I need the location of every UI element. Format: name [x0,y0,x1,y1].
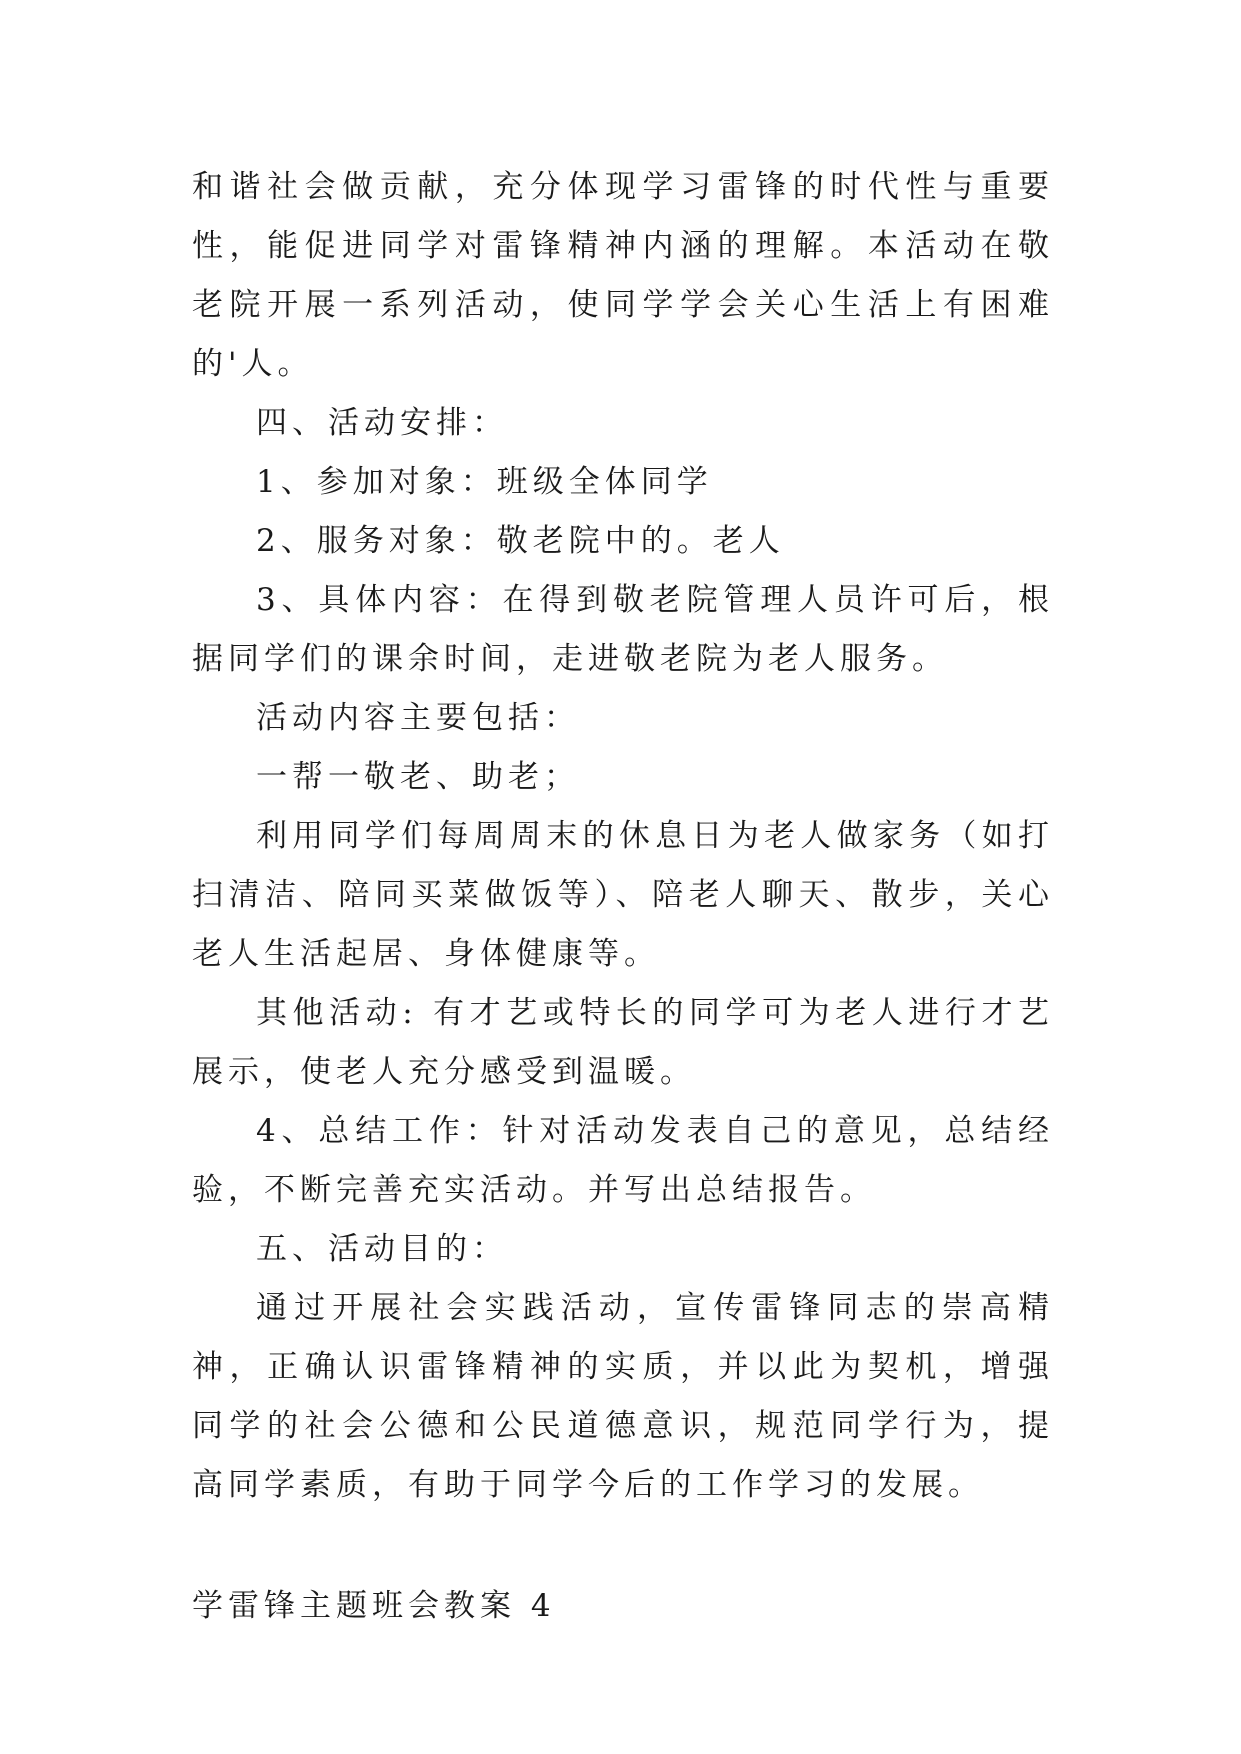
paragraph-weekend-chores: 利用同学们每周周末的休息日为老人做家务（如打扫清洁、陪同买菜做饭等）、陪老人聊天、散步，关心老人生活起居、身体健康等。 [192,818,1054,972]
paragraph-intro: 和谐社会做贡献，充分体现学习雷锋的时代性与重要性，能促进同学对雷锋精神内涵的理解。本活动在敬老院开展一系列活动，使同学学会关心生活上有困难的'人。 [192,169,1054,382]
paragraph-activity-arrangement-heading: 四、活动安排： [256,405,508,441]
paragraph-participants: 1、参加对象：班级全体同学 [256,464,713,500]
paragraph-purpose-body: 通过开展社会实践活动，宣传雷锋同志的崇高精神，正确认识雷锋精神的实质，并以此为契机，增强同学的社会公德和公民道德意识，规范同学行为，提高同学素质，有助于同学今后的工作学习的发展。 [192,1290,1054,1503]
paragraph-summary-work: 4、总结工作：针对活动发表自己的意见，总结经验，不断完善充实活动。并写出总结报告。 [192,1113,1054,1208]
paragraph-specific-content: 3、具体内容：在得到敬老院管理人员许可后，根据同学们的课余时间，走进敬老院为老人服务。 [192,582,1054,677]
paragraph-service-target: 2、服务对象：敬老院中的。老人 [256,523,785,559]
paragraph-other-activities: 其他活动: 有才艺或特长的同学可为老人进行才艺展示，使老人充分感受到温暖。 [192,995,1054,1090]
document-page [192,158,1054,1636]
paragraph-activity-purpose-heading: 五、活动目的： [256,1231,508,1267]
section-heading: 学雷锋主题班会教案 4 [192,1588,556,1624]
paragraph-one-help-one: 一帮一敬老、助老； [256,759,580,795]
paragraph-content-includes: 活动内容主要包括： [256,700,580,736]
